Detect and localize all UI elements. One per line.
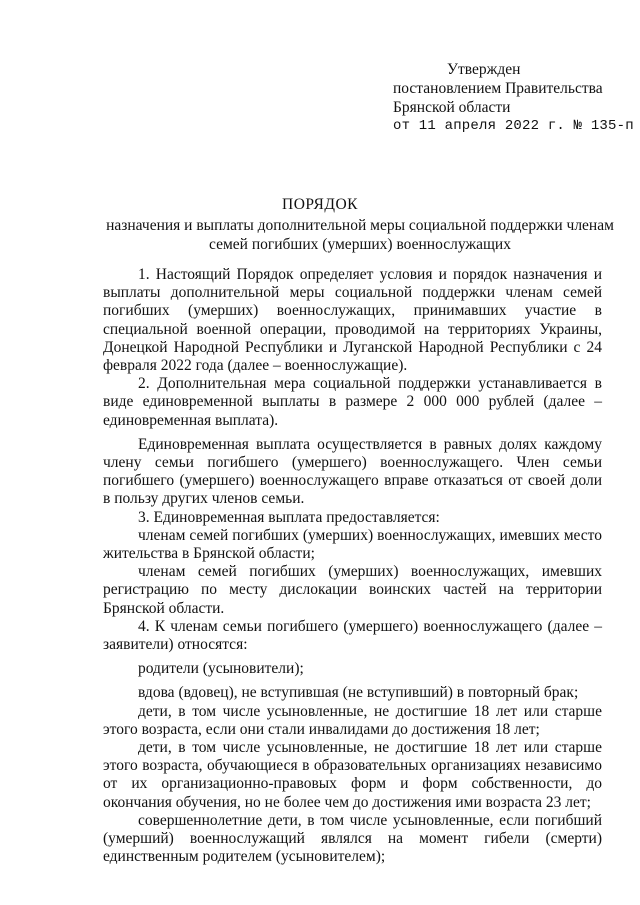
paragraph-10: дети, в том числе усыновленные, не достигшие 18 лет или старше этого возраста, если они стали инвалидами до достижения 18 лет;	[103, 702, 602, 738]
document-body	[103, 266, 602, 867]
document-title: ПОРЯДОК	[282, 196, 358, 213]
paragraph-6: членам семей погибших (умерших) военнослужащих, имевших регистрацию по месту дислокации воинских частей на территории Брянской области.	[103, 563, 602, 617]
paragraph-4: 3. Единовременная выплата предоставляется:	[138, 508, 440, 526]
paragraph-7: 4. К членам семьи погибшего (умершего) военнослужащего (далее – заявители) относятся:	[103, 617, 602, 654]
approval-date-number: от 11 апреля 2022 г. № 135-п	[393, 118, 634, 134]
document-subtitle: назначения и выплаты дополнительной меры социальной поддержки членам семей погибших (умерших) военнослужащих	[106, 217, 614, 253]
paragraph-1: 1. Настоящий Порядок определяет условия и порядок назначения и выплаты дополнительной меры социальной поддержки членам семей погибших (умерших) военнослужащих, принимавших участие в специальной военной операции, проводимой на территориях Украины, Донецкой Народной Республики и Луганской Народной Республики с 24 февраля 2022 года (далее – военнослужащие).	[103, 266, 602, 375]
paragraph-3: Единовременная выплата осуществляется в равных долях каждому члену семьи погибшего (умершего) военнослужащего. Член семьи погибшего (умершего) военнослужащего вправе отказаться от своей доли в пользу других членов семьи.	[103, 435, 602, 508]
paragraph-11: дети, в том числе усыновленные, не достигшие 18 лет или старше этого возраста, обучающиеся в образовательных организациях независимо от их организационно-правовых форм и форм собственности, до окончания обучения, но не более чем до достижения ими возраста 23 лет;	[103, 739, 602, 811]
approval-line-2: постановлением Правительства	[393, 80, 603, 97]
approval-block	[393, 60, 634, 136]
paragraph-12: совершеннолетние дети, в том числе усыновленные, если погибший (умерший) военнослужащий являлся на момент гибели (смерти) единственным родителем (усыновителем);	[103, 811, 602, 866]
paragraph-5: членам семей погибших (умерших) военнослужащих, имевших место жительства в Брянской области;	[103, 526, 602, 563]
paragraph-2: 2. Дополнительная мера социальной поддержки устанавливается в виде единовременной выплаты в размере 2 000 000 рублей (далее – единовременная выплата).	[103, 375, 602, 429]
approval-line-1: Утвержден	[447, 61, 521, 78]
approval-line-3: Брянской области	[393, 99, 511, 116]
paragraph-8: родители (усыновители);	[138, 660, 304, 678]
paragraph-9: вдова (вдовец), не вступившая (не вступивший) в повторный брак;	[138, 684, 579, 702]
